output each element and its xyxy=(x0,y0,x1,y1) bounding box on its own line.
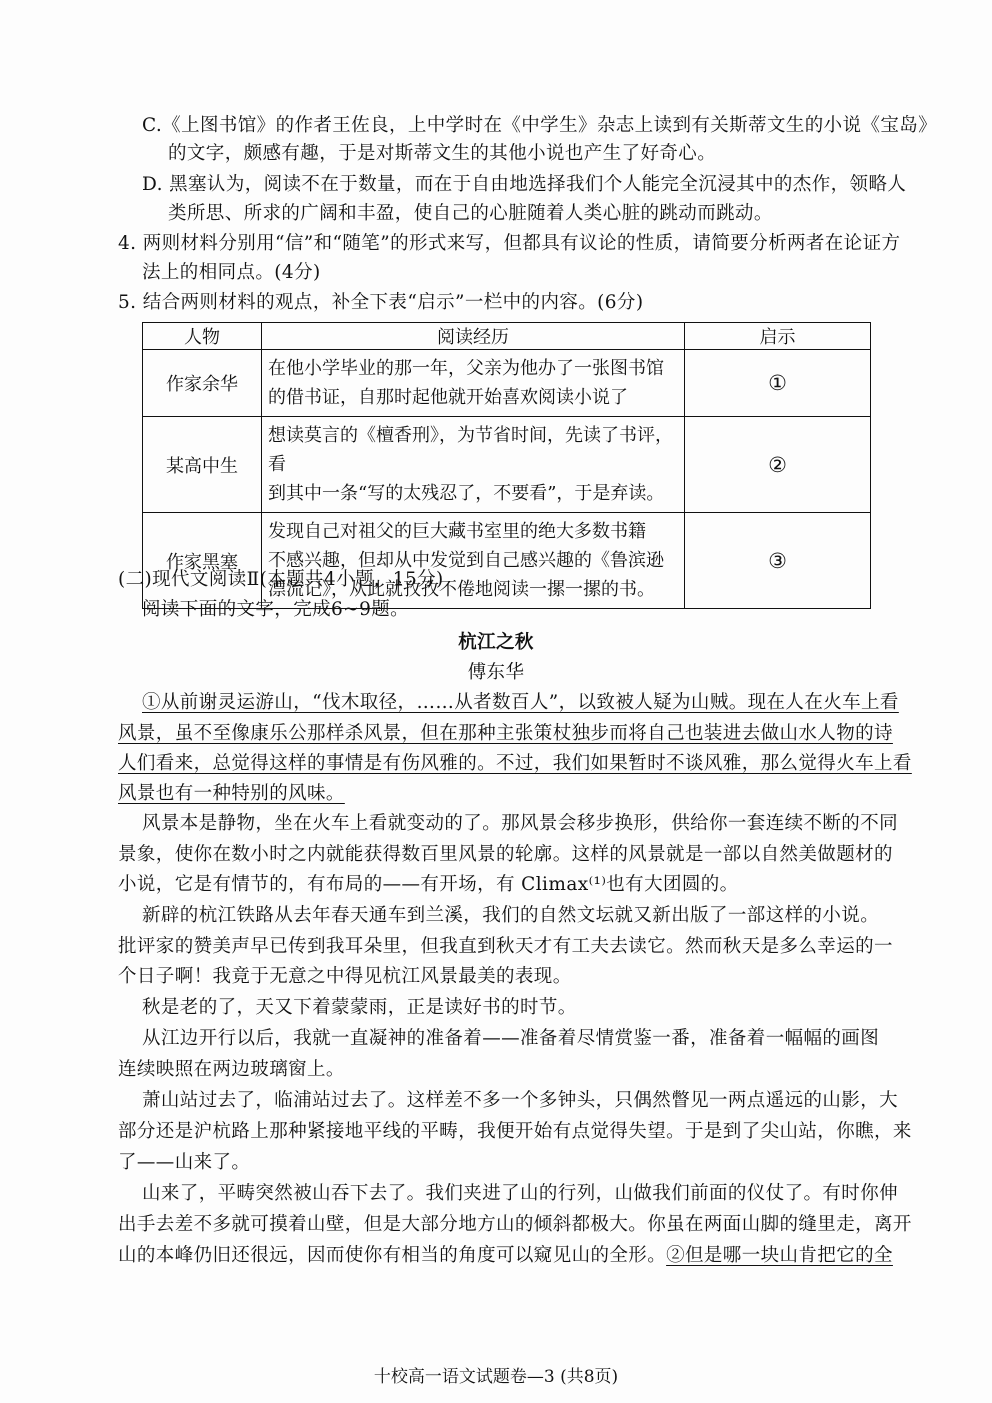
option-d-line2: 类所思、所求的广阔和丰盈，使自己的心脏随着人类心脏的跳动而跳动。 xyxy=(168,203,773,224)
article-title: 杭江之秋 xyxy=(458,632,534,653)
table-cell-hint: ② xyxy=(685,417,871,513)
question-4-line2: 法上的相同点。(4分) xyxy=(142,262,321,283)
table-row xyxy=(143,350,871,417)
page-footer: 十校高一语文试题卷—3 (共8页) xyxy=(373,1367,619,1387)
body-line: 出手去差不多就可摸着山壁，但是大部分地方山的倾斜都极大。你虽在两面山脚的缝里走，离开 xyxy=(118,1214,912,1235)
experience-line: 想读莫言的《檀香刑》，为节省时间，先读了书评，看 xyxy=(268,425,673,475)
reading-table xyxy=(142,322,871,609)
table-cell-hint: ① xyxy=(685,350,871,417)
body-line-underlined: ②但是哪一块山肯把它的全 xyxy=(666,1245,893,1266)
body-line-part: 山的本峰仍旧还很远，因而使你有相当的角度可以窥见山的全形。 xyxy=(118,1245,667,1266)
body-line: 从江边开行以后，我就一直凝神的准备着——准备着尽情赏鉴一番，准备着一幅幅的画图 xyxy=(142,1028,880,1049)
body-line: 萧山站过去了，临浦站过去了。这样差不多一个多钟头，只偶然瞥见一两点遥远的山影，大 xyxy=(142,1090,899,1111)
table-cell-person: 作家余华 xyxy=(143,350,262,417)
table-cell-experience xyxy=(262,417,685,513)
body-line: 连续映照在两边玻璃窗上。 xyxy=(118,1059,345,1080)
body-line: 景象，使你在数小时之内就能获得数百里风景的轮廓。这样的风景就是一部以自然美做题材的 xyxy=(118,844,893,865)
table-row xyxy=(143,417,871,513)
article-author: 傅东华 xyxy=(467,662,525,683)
experience-line: 漂流记》，从此就孜孜不倦地阅读一摞一摞的书。 xyxy=(268,579,655,600)
table-cell-hint: ③ xyxy=(685,513,871,609)
experience-line: 在他小学毕业的那一年，父亲为他办了一张图书馆 xyxy=(268,358,664,379)
body-line: 批评家的赞美声早已传到我耳朵里，但我直到秋天才有工夫去读它。然而秋天是多么幸运的一 xyxy=(118,936,893,957)
table-cell-person: 作家黑塞 xyxy=(143,513,262,609)
table-header-experience: 阅读经历 xyxy=(262,323,685,350)
body-line: 小说，它是有情节的，有布局的——有开场，有 Climax⁽¹⁾也有大团圆的。 xyxy=(118,874,739,895)
body-line: 风景本是静物，坐在火车上看就变动的了。那风景会移步换形，供给你一套连续不断的不同 xyxy=(142,813,899,834)
body-line: 风景也有一种特别的风味。 xyxy=(118,783,345,804)
body-line: 个日子啊！我竟于无意之中得见杭江风景最美的表现。 xyxy=(118,966,572,987)
table-row xyxy=(143,513,871,609)
experience-line: 到其中一条“写的太残忍了，不要看”，于是弃读。 xyxy=(268,483,665,504)
table-header-row xyxy=(143,323,871,350)
experience-line: 的借书证，自那时起他就开始喜欢阅读小说了 xyxy=(268,387,628,408)
body-line: 风景，虽不至像康乐公那样杀风景，但在那种主张策杖独步而将自己也装进去做山水人物的诗 xyxy=(118,723,893,744)
question-4-line1: 4. 两则材料分别用“信”和“随笔”的形式来写，但都具有议论的性质，请简要分析两者在论证方 xyxy=(118,233,901,254)
table-cell-experience xyxy=(262,350,685,417)
option-c-line2: 的文字，颇感有趣，于是对斯蒂文生的其他小说也产生了好奇心。 xyxy=(168,143,717,164)
section-heading: (二)现代文阅读Ⅱ(本题共4小题，15分) xyxy=(118,569,444,590)
body-line: ①从前谢灵运游山，“伐木取径，……从者数百人”，以致被人疑为山贼。现在人在火车上看 xyxy=(142,692,899,713)
table-header-hint: 启示 xyxy=(685,323,871,350)
section-instruction: 阅读下面的文字，完成6~9题。 xyxy=(142,599,410,620)
question-5-line1: 5. 结合两则材料的观点，补全下表“启示”一栏中的内容。(6分) xyxy=(118,292,644,313)
body-line: 山来了，平畴突然被山吞下去了。我们夹进了山的行列，山做我们前面的仪仗了。有时你伸 xyxy=(142,1183,899,1204)
option-d-line1: D. 黑塞认为，阅读不在于数量，而在于自由地选择我们个人能完全沉浸其中的杰作，领略人 xyxy=(142,174,907,195)
body-line: 秋是老的了，天又下着蒙蒙雨，正是读好书的时节。 xyxy=(142,997,577,1018)
experience-line: 发现自己对祖父的巨大藏书室里的绝大多数书籍 xyxy=(268,521,646,542)
experience-line: 不感兴趣，但却从中发觉到自己感兴趣的《鲁滨逊 xyxy=(268,550,664,571)
table-header-person: 人物 xyxy=(143,323,262,350)
body-line: 新辟的杭江铁路从去年春天通车到兰溪，我们的自然文坛就又新出版了一部这样的小说。 xyxy=(142,905,880,926)
option-c-line1: C.《上图书馆》的作者王佐良，上中学时在《中学生》杂志上读到有关斯蒂文生的小说《宝岛》 xyxy=(142,115,938,136)
table-cell-experience xyxy=(262,513,685,609)
body-line xyxy=(118,1243,893,1269)
table-cell-person: 某高中生 xyxy=(143,417,262,513)
body-line: 部分还是沪杭路上那种紧接地平线的平畴，我便开始有点觉得失望。于是到了尖山站，你瞧，来 xyxy=(118,1121,912,1142)
body-line: 人们看来，总觉得这样的事情是有伤风雅的。不过，我们如果暂时不谈风雅，那么觉得火车上看 xyxy=(118,753,912,774)
body-line: 了——山来了。 xyxy=(118,1152,251,1173)
